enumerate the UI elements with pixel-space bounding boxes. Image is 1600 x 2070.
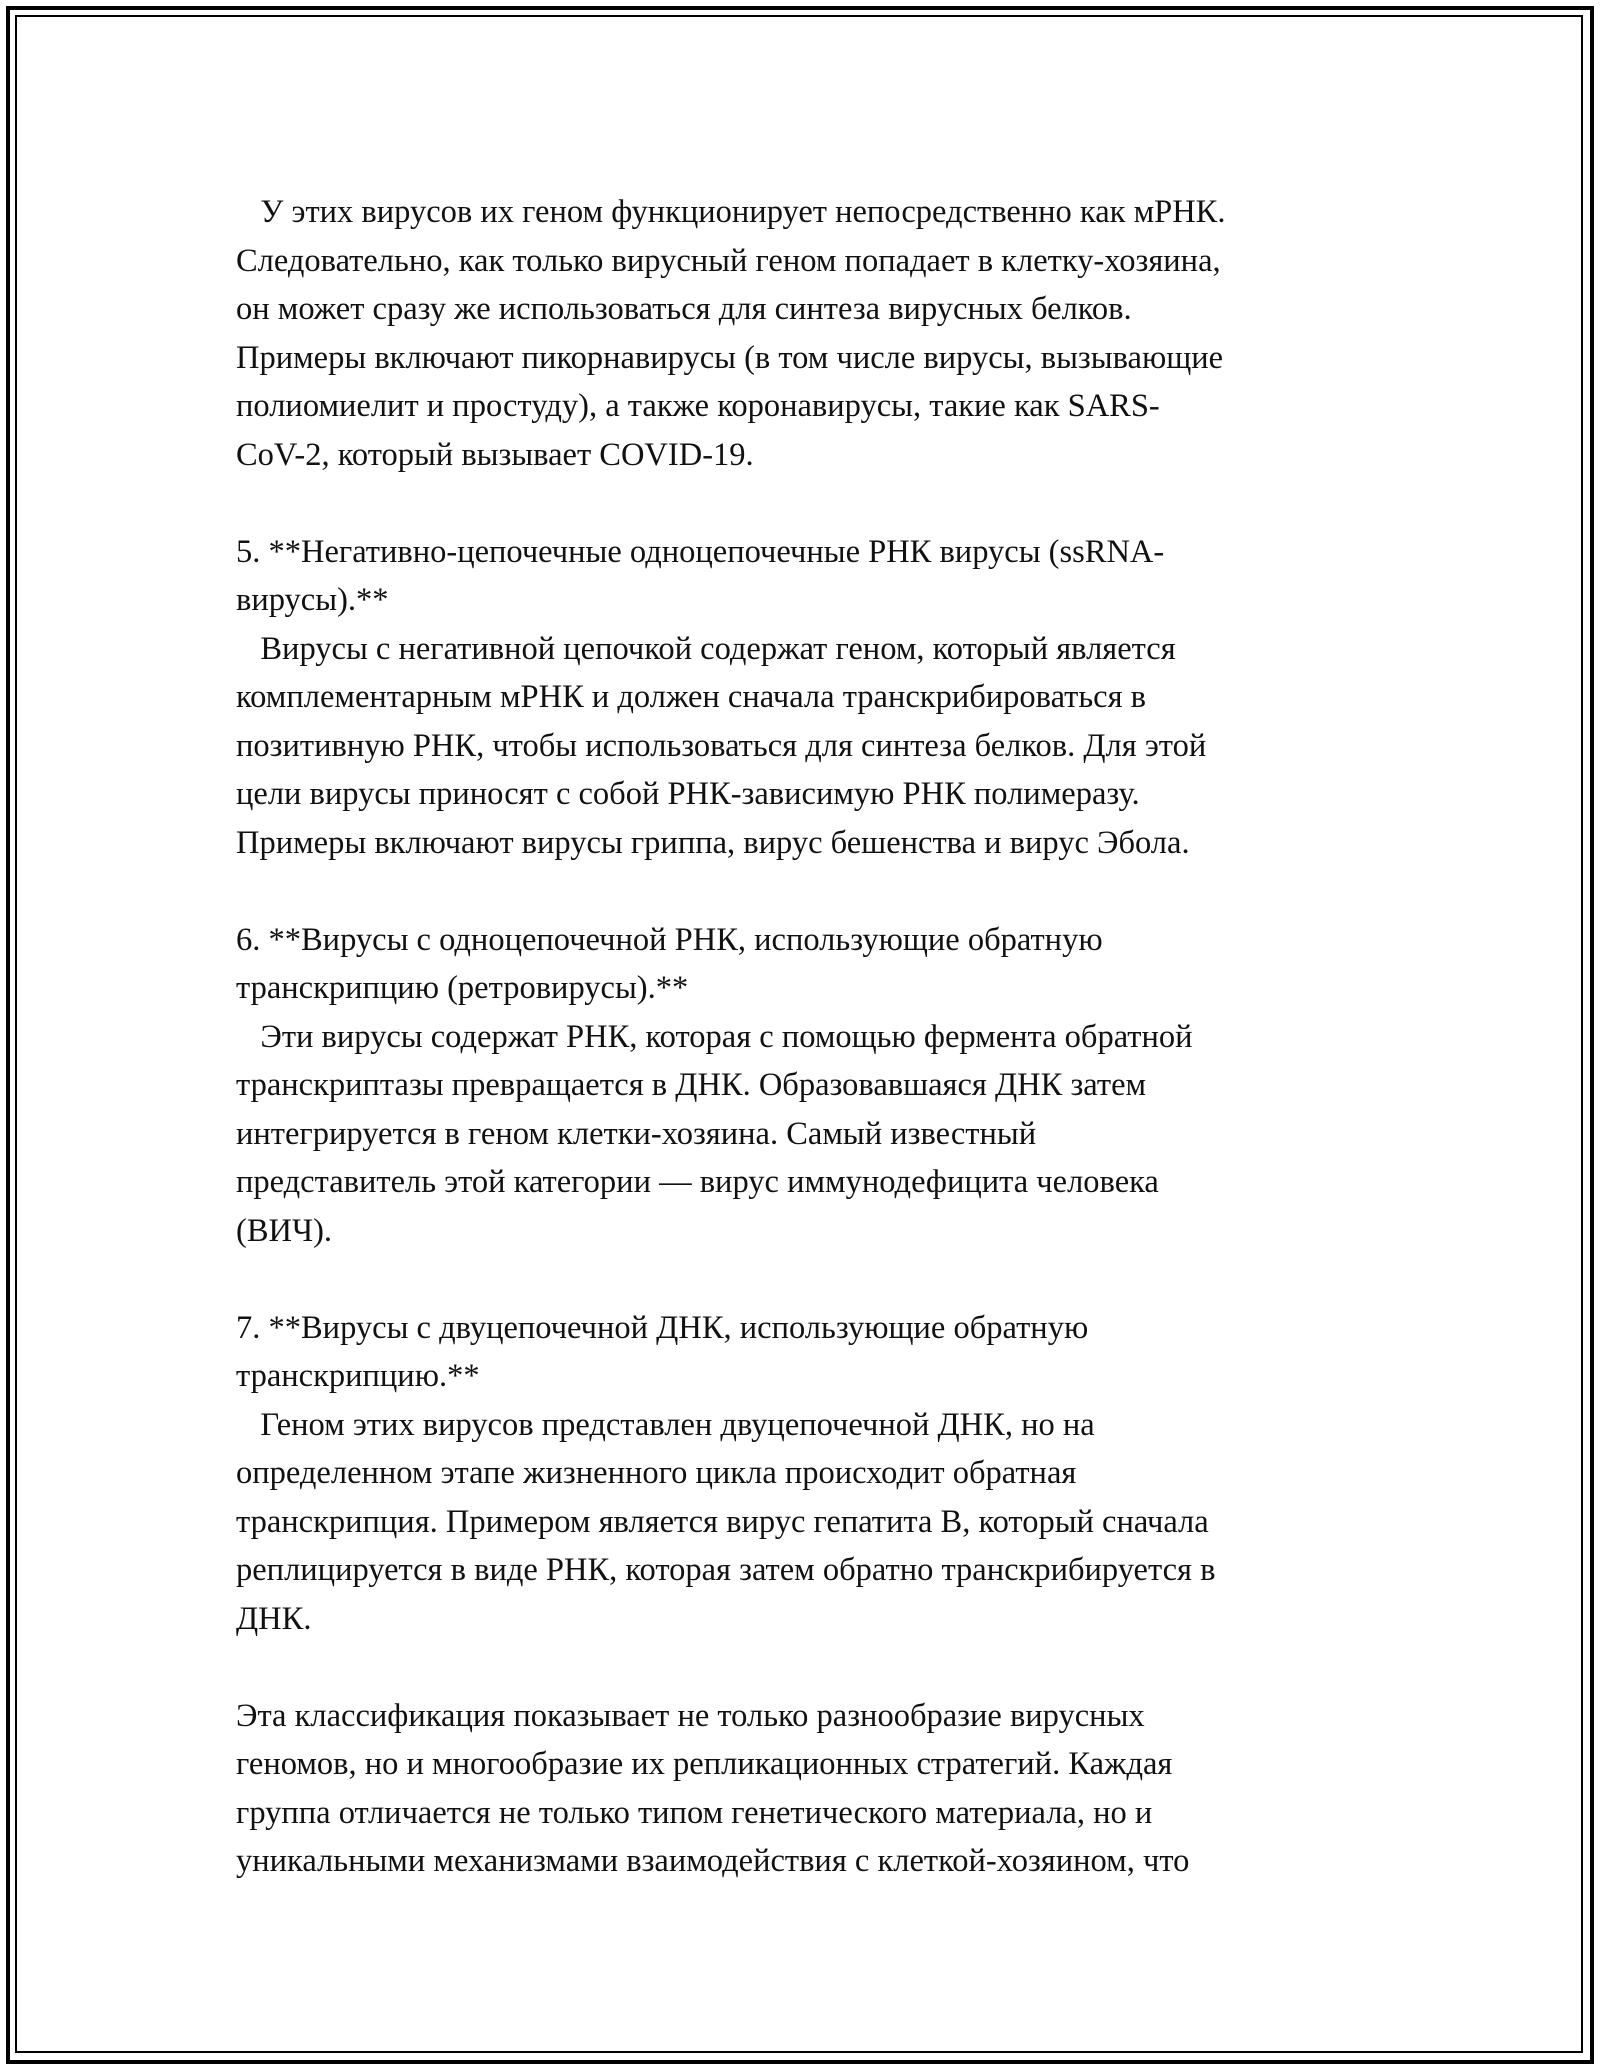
blank-line — [236, 1255, 1416, 1304]
blank-line — [236, 1643, 1416, 1692]
text-line: Геном этих вирусов представлен двуцепочечной ДНК, но на — [236, 1406, 1095, 1443]
text-line: Примеры включают пикорнавирусы (в том числе вирусы, вызывающие — [236, 339, 1224, 376]
text-line: он может сразу же использоваться для синтеза вирусных белков. — [236, 291, 1132, 327]
text-line: Примеры включают вирусы гриппа, вирус бешенства и вирус Эбола. — [236, 824, 1190, 861]
blank-line — [236, 867, 1416, 916]
text-line: группа отличается не только типом генетического материала, но и — [236, 1794, 1153, 1831]
text-line: транскриптазы превращается в ДНК. Образовавшаяся ДНК затем — [236, 1067, 1147, 1103]
text-line: полиомиелит и простуду), а также коронавирусы, такие как SARS- — [236, 388, 1160, 424]
document-body — [236, 188, 1416, 1886]
text-line: транскрипция. Примером является вирус гепатита B, который сначала — [236, 1503, 1209, 1540]
text-line: Эта классификация показывает не только разнообразие вирусных — [236, 1697, 1145, 1734]
text-line: Эти вирусы содержат РНК, которая с помощью фермента обратной — [236, 1018, 1193, 1055]
text-line: цели вирусы приносят с собой РНК-зависимую РНК полимеразу. — [236, 776, 1140, 812]
text-line: реплицируется в виде РНК, которая затем обратно транскрибируется в — [236, 1552, 1216, 1588]
section-heading-line: 5. **Негативно-цепочечные одноцепочечные РНК вирусы (ssRNA- — [236, 533, 1165, 570]
text-line: Следовательно, как только вирусный геном попадает в клетку-хозяина, — [236, 242, 1221, 279]
text-line: уникальными механизмами взаимодействия с клеткой-хозяином, что — [236, 1843, 1190, 1879]
text-line: Вирусы с негативной цепочкой содержат геном, который является — [236, 630, 1176, 667]
text-line: представитель этой категории — вирус иммунодефицита человека — [236, 1164, 1159, 1200]
text-line: CoV-2, который вызывает COVID-19. — [236, 436, 754, 473]
text-line: (ВИЧ). — [236, 1212, 333, 1249]
text-line: интегрируется в геном клетки-хозяина. Самый известный — [236, 1115, 1037, 1152]
section-heading-line: 7. **Вирусы с двуцепочечной ДНК, использующие обратную — [236, 1309, 1089, 1346]
text-line: позитивную РНК, чтобы использоваться для синтеза белков. Для этой — [236, 727, 1207, 764]
blank-line — [236, 479, 1416, 528]
text-line: У этих вирусов их геном функционирует непосредственно как мРНК. — [236, 194, 1226, 230]
text-line: комплементарным мРНК и должен сначала транскрибироваться в — [236, 679, 1147, 715]
text-line: ДНК. — [236, 1600, 312, 1637]
section-heading-line: 6. **Вирусы с одноцепочечной РНК, использующие обратную — [236, 921, 1103, 958]
section-heading-line: транскрипцию.** — [236, 1358, 480, 1394]
section-heading-line: транскрипцию (ретровирусы).** — [236, 970, 689, 1006]
section-heading-line: вирусы).** — [236, 582, 389, 618]
text-line: геномов, но и многообразие их репликационных стратегий. Каждая — [236, 1746, 1173, 1782]
text-line: определенном этапе жизненного цикла происходит обратная — [236, 1455, 1077, 1491]
